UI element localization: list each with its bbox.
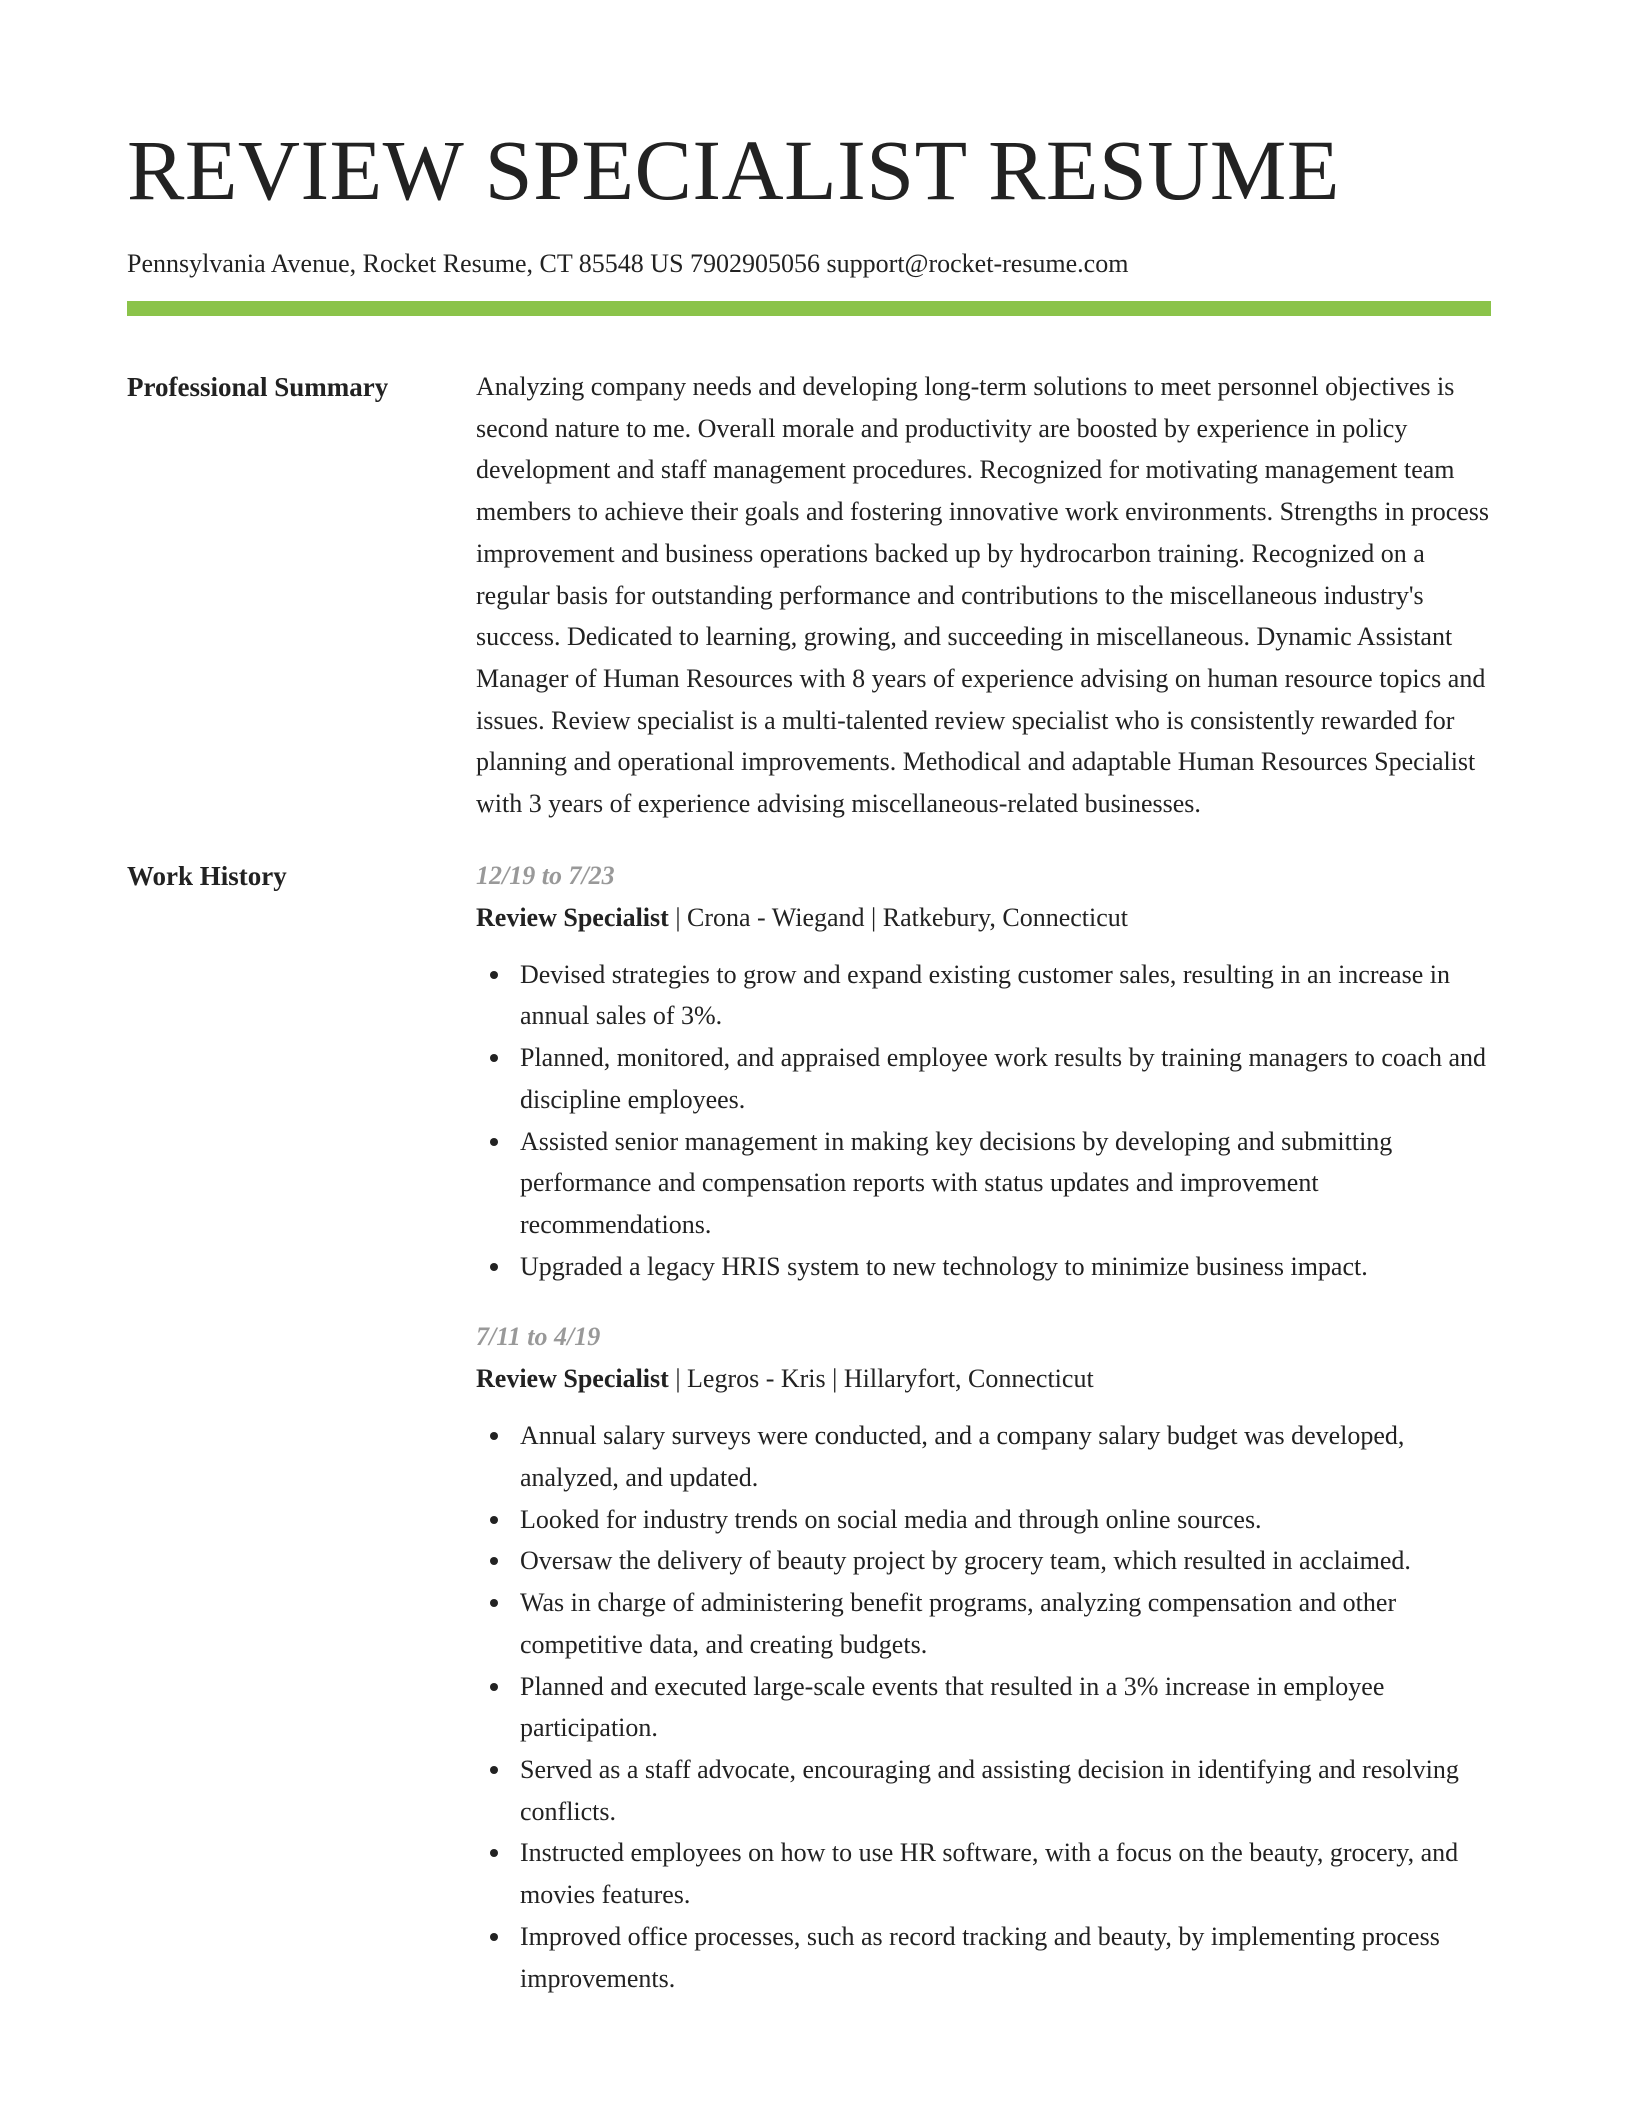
section-heading-summary: Professional Summary bbox=[127, 372, 389, 402]
job-title: Review Specialist bbox=[476, 1364, 669, 1394]
contact-info: Pennsylvania Avenue, Rocket Resume, CT 85548 US 7902905056 support@rocket-resume.com bbox=[127, 249, 1129, 278]
job-bullet bbox=[520, 1499, 1491, 1541]
job-bullet-list bbox=[476, 954, 1491, 1288]
bullet-dot-icon bbox=[490, 1516, 498, 1524]
bullet-dot-icon bbox=[490, 971, 498, 979]
job-bullet-text: Upgraded a legacy HRIS system to new technology to minimize business impact. bbox=[520, 1251, 1368, 1281]
bullet-dot-icon bbox=[490, 1849, 498, 1857]
resume-page bbox=[127, 120, 1491, 1999]
job-bullet-text: Improved office processes, such as record tracking and beauty, by implementing process improvements. bbox=[520, 1921, 1440, 1993]
job-bullet-text: Oversaw the delivery of beauty project by grocery team, which resulted in acclaimed. bbox=[520, 1546, 1411, 1576]
bullet-dot-icon bbox=[490, 1138, 498, 1146]
job-details: | Legros - Kris | Hillaryfort, Connecticut bbox=[668, 1364, 1094, 1394]
work-history-body bbox=[476, 855, 1491, 1999]
professional-summary-section bbox=[127, 366, 1491, 825]
job-bullet bbox=[520, 1540, 1491, 1582]
summary-body bbox=[476, 366, 1491, 825]
job-bullet-text: Annual salary surveys were conducted, and a company salary budget was developed, analyzed, and updated. bbox=[520, 1421, 1405, 1493]
job-bullet-text: Planned and executed large-scale events that resulted in a 3% increase in employee participation. bbox=[520, 1671, 1385, 1743]
job-bullet-text: Was in charge of administering benefit programs, analyzing compensation and other competitive data, and creating budgets. bbox=[520, 1588, 1397, 1659]
job-bullet-text: Planned, monitored, and appraised employee work results by training managers to coach and discipline employees. bbox=[520, 1043, 1487, 1114]
section-heading-work-history: Work History bbox=[127, 860, 287, 891]
bullet-dot-icon bbox=[490, 1599, 498, 1607]
bullet-dot-icon bbox=[490, 1557, 498, 1565]
job-bullet-text: Looked for industry trends on social media and through online sources. bbox=[520, 1504, 1262, 1534]
job-dates: 12/19 to 7/23 bbox=[476, 860, 615, 890]
job-details: | Crona - Wiegand | Ratkebury, Connecticut bbox=[668, 902, 1129, 932]
bullet-dot-icon bbox=[490, 1432, 498, 1440]
job-header bbox=[476, 1358, 1491, 1400]
job-bullet-text: Instructed employees on how to use HR software, with a focus on the beauty, grocery, and movies features. bbox=[520, 1838, 1459, 1910]
job-bullet bbox=[520, 1415, 1491, 1498]
bullet-dot-icon bbox=[490, 1263, 498, 1271]
job-bullet bbox=[520, 1749, 1491, 1832]
job-bullet bbox=[520, 1916, 1491, 1999]
bullet-dot-icon bbox=[490, 1933, 498, 1941]
job-entry bbox=[476, 855, 1491, 1288]
job-bullet-text: Assisted senior management in making key decisions by developing and submitting performance and compensation reports with status updates and improvement recommendations. bbox=[520, 1126, 1393, 1239]
job-bullet bbox=[520, 1832, 1491, 1915]
job-bullet-text: Devised strategies to grow and expand existing customer sales, resulting in an increase in annual sales of 3%. bbox=[520, 959, 1450, 1031]
job-bullet bbox=[520, 1037, 1491, 1120]
bullet-dot-icon bbox=[490, 1054, 498, 1062]
job-dates: 7/11 to 4/19 bbox=[476, 1322, 601, 1352]
job-bullet bbox=[520, 954, 1491, 1037]
header-divider bbox=[127, 301, 1491, 316]
job-bullet bbox=[520, 1666, 1491, 1749]
bullet-dot-icon bbox=[490, 1766, 498, 1774]
work-history-section bbox=[127, 855, 1491, 1999]
job-bullet bbox=[520, 1246, 1491, 1288]
job-header bbox=[476, 897, 1491, 939]
bullet-dot-icon bbox=[490, 1683, 498, 1691]
job-bullet bbox=[520, 1582, 1491, 1665]
job-bullet-list bbox=[476, 1415, 1491, 1999]
job-bullet-text: Served as a staff advocate, encouraging and assisting decision in identifying and resolving conflicts. bbox=[520, 1754, 1459, 1826]
job-bullet bbox=[520, 1121, 1491, 1246]
job-entry bbox=[476, 1316, 1491, 1999]
summary-text: Analyzing company needs and developing long-term solutions to meet personnel objectives is second nature to me. Overall morale and productivity are boosted by experience in policy development and staff management procedures. Recognized for motivating management team members to achieve their goals and fostering innovative work environments. Strengths in process improvement and business operations backed up by hydrocarbon training. Recognized on a regular basis for outstanding performance and contributions to the miscellaneous industry's success. Dedicated to learning, growing, and succeeding in miscellaneous. Dynamic Assistant Manager of Human Resources with 8 years of experience advising on human resource topics and issues. Review specialist is a multi-talented review specialist who is consistently rewarded for planning and operational improvements. Methodical and adaptable Human Resources Specialist with 3 years of experience advising miscellaneous-related businesses. bbox=[476, 372, 1490, 819]
job-title: Review Specialist bbox=[476, 902, 669, 932]
resume-title: REVIEW SPECIALIST RESUME bbox=[127, 122, 1340, 218]
